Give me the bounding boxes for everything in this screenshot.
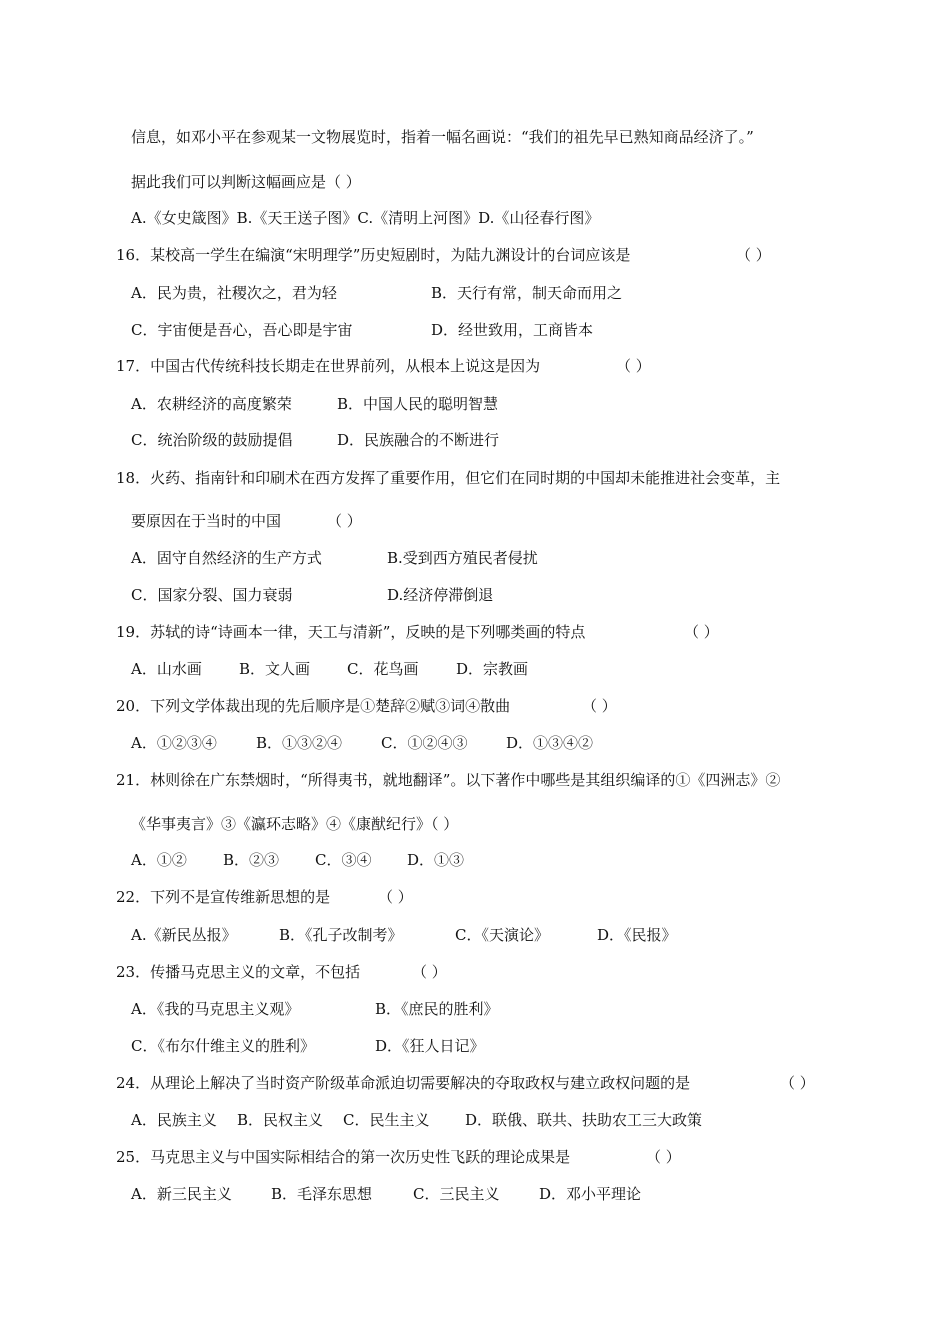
option-b: B.受到西方殖民者侵扰 [387, 549, 538, 567]
question-text: 要原因在于当时的中国 [131, 512, 282, 530]
option-b: B．《庶民的胜利》 [375, 1000, 499, 1018]
answer-blank: （ ） [684, 623, 719, 641]
question-text: 21．林则徐在广东禁烟时，“所得夷书，就地翻译”。以下著作中哪些是其组织编译的①《四洲志》② [116, 771, 781, 789]
option-c: C．③④ [315, 851, 372, 869]
option-b: B．①③②④ [256, 734, 343, 752]
question-text: 据此我们可以判断这幅画应是（ ） [131, 173, 361, 191]
option-b: B．②③ [223, 851, 280, 869]
option-c: C．民生主义 [343, 1111, 430, 1129]
option-a: A．民族主义 [131, 1111, 217, 1129]
answer-blank: （ ） [646, 1148, 681, 1166]
question-text: 22．下列不是宣传维新思想的是 [116, 888, 331, 906]
answer-blank: （ ） [582, 697, 617, 715]
option-d: D．邓小平理论 [539, 1185, 642, 1203]
question-text: 17．中国古代传统科技长期走在世界前列，从根本上说这是因为 [116, 357, 541, 375]
option-a: A．①②③④ [131, 734, 217, 752]
option-c: C．《布尔什维主义的胜利》 [131, 1037, 315, 1055]
option-d: D．联俄、联共、扶助农工三大政策 [465, 1111, 703, 1129]
option-b: B．中国人民的聪明智慧 [337, 395, 499, 413]
question-text: 24．从理论上解决了当时资产阶级革命派迫切需要解决的夺取政权与建立政权问题的是 [116, 1074, 691, 1092]
question-text: 《华事夷言》③《瀛环志略》④《康猷纪行》（ ） [131, 815, 459, 833]
question-text: 18．火药、指南针和印刷术在西方发挥了重要作用，但它们在同时期的中国却未能推进社会变革，主 [116, 469, 781, 487]
question-text: 20．下列文学体裁出现的先后顺序是①楚辞②赋③词④散曲 [116, 697, 511, 715]
question-text: 25．马克思主义与中国实际相结合的第一次历史性飞跃的理论成果是 [116, 1148, 571, 1166]
option-b: B．民权主义 [237, 1111, 324, 1129]
answer-blank: （ ） [780, 1074, 815, 1092]
question-text: 19．苏轼的诗“诗画本一律，天工与清新”，反映的是下列哪类画的特点 [116, 623, 586, 641]
option-c: C．国家分裂、国力衰弱 [131, 586, 293, 604]
option-b: B．毛泽东思想 [271, 1185, 373, 1203]
option-c: C．宇宙便是吾心，吾心即是宇宙 [131, 321, 353, 339]
option-text: A.《女史箴图》B.《天王送子图》C.《清明上河图》D.《山径春行图》 [131, 209, 600, 227]
option-c: C．①②④③ [381, 734, 468, 752]
option-c: C．花鸟画 [347, 660, 419, 678]
option-d: D．经世致用，工商皆本 [431, 321, 594, 339]
option-a: A．①② [131, 851, 187, 869]
option-b: B．天行有常，制天命而用之 [431, 284, 623, 302]
option-c: C．统治阶级的鼓励提倡 [131, 431, 293, 449]
question-text: 16．某校高一学生在编演“宋明理学”历史短剧时，为陆九渊设计的台词应该是 [116, 246, 631, 264]
option-c: C．三民主义 [413, 1185, 500, 1203]
option-a: A．农耕经济的高度繁荣 [131, 395, 292, 413]
option-a: A．山水画 [131, 660, 202, 678]
question-text: 23．传播马克思主义的文章，不包括 [116, 963, 361, 981]
option-a: A．民为贵，社稷次之，君为轻 [131, 284, 337, 302]
option-c: C．《天演论》 [455, 926, 549, 944]
option-a: A．《我的马克思主义观》 [131, 1000, 300, 1018]
option-d: D.经济停滞倒退 [387, 586, 494, 604]
option-a: A．新三民主义 [131, 1185, 232, 1203]
option-a: A.《新民丛报》 [131, 926, 237, 944]
answer-blank: （ ） [736, 246, 771, 264]
answer-blank: （ ） [412, 963, 447, 981]
option-a: A．固守自然经济的生产方式 [131, 549, 322, 567]
option-d: D．民族融合的不断进行 [337, 431, 500, 449]
option-d: D．①③④② [506, 734, 594, 752]
option-d: D．宗教画 [456, 660, 529, 678]
option-b: B．《孔子改制考》 [279, 926, 403, 944]
question-text: 信息，如邓小平在参观某一文物展览时，指着一幅名画说：“我们的祖先早已熟知商品经济了。” [131, 128, 754, 146]
option-d: D．①③ [407, 851, 465, 869]
option-b: B．文人画 [239, 660, 311, 678]
answer-blank: （ ） [616, 357, 651, 375]
answer-blank: （ ） [327, 512, 362, 530]
option-d: D．《狂人日记》 [375, 1037, 485, 1055]
option-d: D．《民报》 [597, 926, 677, 944]
answer-blank: （ ） [378, 888, 413, 906]
